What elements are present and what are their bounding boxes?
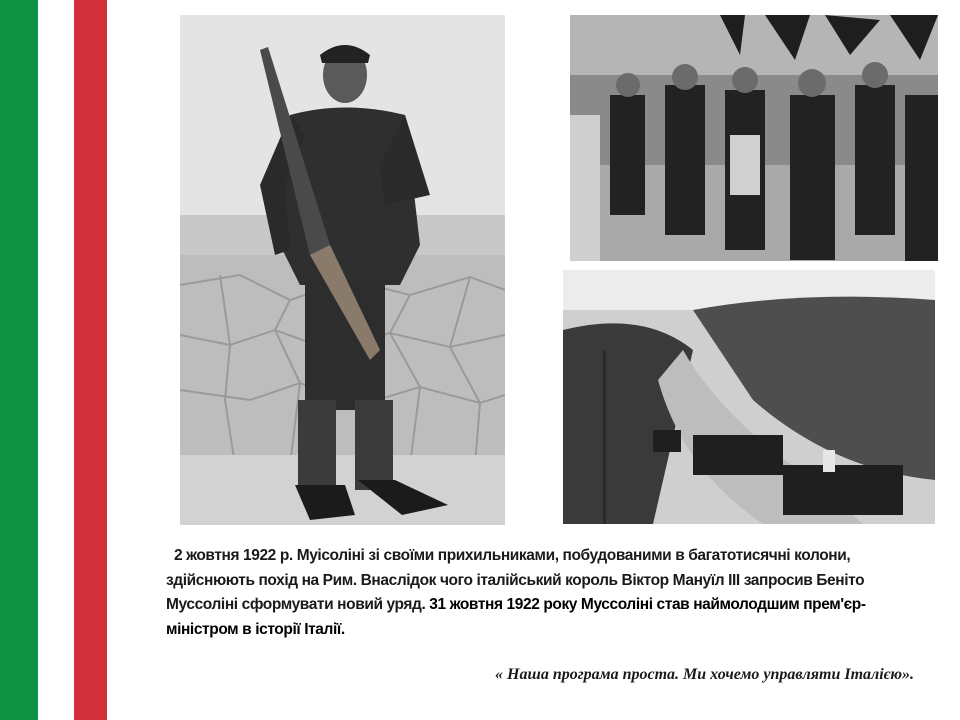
road-column-photo — [563, 270, 935, 524]
flag-white-stripe — [38, 0, 74, 720]
mussolini-quote: « Наша програма проста. Ми хочемо управляти Італією». — [495, 666, 914, 683]
march-crowd-photo — [570, 15, 938, 261]
flag-red-stripe — [74, 0, 107, 720]
caption-text — [166, 544, 926, 642]
soldier-portrait-photo — [180, 15, 505, 525]
flag-green-stripe — [0, 0, 38, 720]
caption-part2: 31 жовтня 1922 року Муссоліні став наймолодшим прем'єр-міністром в історії Італії. — [166, 596, 866, 638]
caption-part1: 2 жовтня 1922 р. Муісоліні зі своїми прихильниками, побудованими в багатотисячні колони, здійснюють похід на Рим. Внаслідок чого італійський король Віктор Мануїл III запросив Беніто Муссоліні сформувати новий уряд. — [166, 547, 865, 613]
